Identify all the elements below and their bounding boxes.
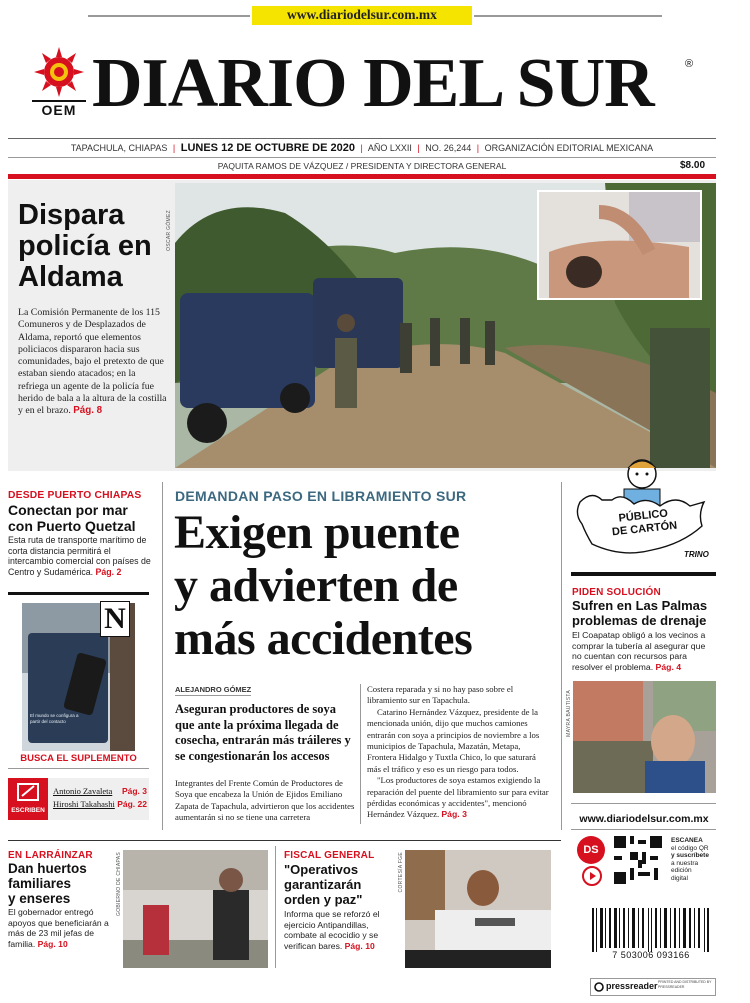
palmas-scene [573,681,716,793]
larrainzar-scene [123,850,268,968]
web-url-link[interactable]: www.diariodelsur.com.mx [579,813,709,825]
dateline-number: NO. 26,244 [425,143,472,153]
palmas-page-ref[interactable]: Pág. 4 [655,662,682,673]
larrainzar-headline[interactable]: Dan huertos familiares y enseres [8,861,87,906]
cartoon-title: PÚBLICO DE CARTÓN [611,507,678,539]
pressreader-fine-print: PRINTED AND DISTRIBUTED BY PRESSREADER [658,980,712,989]
larrainzar-kicker: EN LARRÁINZAR [8,850,93,861]
main-kicker: DEMANDAN PASO EN LIBRAMIENTO SUR [175,488,467,504]
escriben-badge [8,778,48,820]
web-rule [571,829,716,830]
main-page-ref[interactable]: Pág. 3 [441,809,467,820]
top-rule-left [88,15,250,17]
main-body-col1: Integrantes del Frente Común de Productores de Soya que encabeza la Unión de Ejidos Emiliano Zapata de Tapachula, advirtieron que los accidentes aumentarán si no se tiene una carretera [175,778,355,823]
lead-inset-photo [537,190,702,300]
oem-logo [30,44,88,118]
palmas-body: El Coapatap obligó a los vecinos a comprar la tubería al asegurar que no cuentan con recursos para resolver el problema. Pág. 4 [572,630,706,673]
cartoon [572,454,712,570]
escriben-row-1[interactable]: Antonio Zavaleta Pág. 3 [53,786,147,796]
puerto-body: Esta ruta de transporte marítimo de corta distancia permitirá el intercambio comercial con países de Centro y Sudamérica. Pág. 2 [8,535,151,578]
dateline-date: LUNES 12 DE OCTUBRE DE 2020 [180,142,355,154]
main-byline: ALEJANDRO GÓMEZ [175,685,252,694]
masthead-red-band [8,174,716,179]
cartoon-signature: TRINO [684,550,709,559]
dateline-org: ORGANIZACIÓN EDITORIAL MEXICANA [484,143,654,153]
palmas-bottom-rule [571,803,716,804]
larrainzar-photo [123,850,268,968]
barcode-number: 7 503006 093166 [612,950,690,960]
lead-page-ref[interactable]: Pág. 8 [73,405,103,417]
puerto-kicker: DESDE PUERTO CHIAPAS [8,490,142,501]
barcode [586,908,716,960]
pressreader-bar [590,978,716,996]
divider-left [162,482,163,830]
larrainzar-page-ref[interactable]: Pág. 10 [37,938,68,949]
top-rule-right [474,15,662,17]
fiscal-photo-credit: CORTESÍA FGE [398,852,404,893]
main-body-col2: Costera reparada y si no hay paso sobre el libramiento sur en Tapachula. Catarino Hernández Vázquez, presidente de la mencionada unión, dijo que muchos camiones entrarán con soya a principios de noviembre a los municipios de Tapachula, Mazatán, Metapa, Frontera Hidalgo y Tuxtla Chico, lo que saturará más el tráfico y eso es un riesgo para todos. "Los productores de soya estamos exigiendo la reparación del puente del libramiento sur para evitar pérdidas económicas y accidentes", mencionó Hernández Vázquez. Pág. 3 [367,684,549,820]
play-triangle-icon [584,868,600,884]
escriben-row-2[interactable]: Hiroshi Takahashi Pág. 22 [53,799,147,809]
escriben-label: ESCRIBEN [11,807,45,814]
supplement-label[interactable]: BUSCA EL SUPLEMENTO [20,753,137,764]
pressreader-icon [594,982,604,992]
main-col-divider [360,684,361,824]
dateline-city: TAPACHULA, CHIAPAS [70,143,168,153]
fiscal-body: Informa que se reforzó el ejercicio Antipandillas, combate al ecocidio y se verifican bares. Pág. 10 [284,909,380,951]
inset-photo-scene [539,192,700,298]
fiscal-scene [405,850,551,968]
ds-logo[interactable]: DS [577,836,605,864]
palmas-photo [573,681,716,793]
larrainzar-photo-credit: GOBIERNO DE CHIAPAS [116,852,122,916]
main-headline[interactable]: Exigen puente y advierten de más accidentes [174,506,473,665]
masthead-dateline: TAPACHULA, CHIAPAS | LUNES 12 DE OCTUBRE DE 2020 | AÑO LXXII | NO. 26,244 | ORGANIZACIÓN EDITORIAL MEXICANA [70,142,654,154]
play-icon[interactable] [582,866,602,886]
qr-code-icon[interactable] [614,836,662,884]
top-url-link[interactable]: www.diariodelsur.com.mx [287,7,437,22]
registered-mark: ® [685,58,694,70]
price: $8.00 [680,160,706,171]
supplement-tablet-text: El mundo se configura a partir del contacto [30,713,79,724]
palmas-photo-credit: MAYRA BAUTISTA [566,690,572,737]
pen-icon [8,778,48,808]
fiscal-headline[interactable]: "Operativos garantizarán orden y paz" [284,862,363,907]
lead-headline: Dispara policía en Aldama [18,199,152,293]
puerto-page-ref[interactable]: Pág. 2 [95,567,122,578]
bottom-row-rule [8,840,561,841]
masthead-rule-2 [8,157,716,158]
palmas-top-rule [571,572,716,576]
oem-logo-text: OEM [32,100,86,118]
dateline-year: AÑO LXXII [367,143,412,153]
palmas-kicker: PIDEN SOLUCIÓN [572,587,661,598]
lead-photo-credit: OSCAR GÓMEZ [166,210,172,251]
fiscal-kicker: FISCAL GENERAL [284,850,375,861]
masthead-rule-1 [8,138,716,139]
divider-bottom [275,846,276,968]
pressreader-label[interactable]: pressreader [606,981,658,991]
larrainzar-body: El gobernador entregó apoyos que beneficiarán a más de 23 mil jefas de familia. Pág. 10 [8,907,109,949]
barcode-icon [586,908,716,952]
supplement-rule [8,768,149,769]
masthead-title: DIARIO DEL SUR [92,45,654,122]
supplement-tab-letter: N [104,602,126,635]
puerto-headline[interactable]: Conectan por mar con Puerto Quetzal [8,502,136,534]
left-col-rule [8,592,149,595]
fiscal-photo [405,850,551,968]
lead-body: La Comisión Permanente de los 115 Comuneros y de Desplazados de Aldama, reportó que elementos policiacos dispararon hacia sus comunidades, bajo el pretexto de que estaban siendo atacados; en la refriega un agente de la policía fue herido de bala a la altura de la costilla y en el brazo. Pág. 8 [18,307,167,417]
director-line: PAQUITA RAMOS DE VÁZQUEZ / PRESIDENTA Y DIRECTORA GENERAL [217,161,507,171]
divider-right [561,482,562,830]
palmas-headline[interactable]: Sufren en Las Palmas problemas de drenaje [572,598,708,628]
fiscal-page-ref[interactable]: Pág. 10 [344,940,375,951]
main-deck: Aseguran productores de soya que ante la próxima llegada de cosecha, entrarán más tráileres y se congestionarán los accesos [175,702,351,763]
qr-instructions: ESCANEA el código QR y suscríbete a nuestra edición digital [671,837,709,882]
qr-pattern-icon [614,836,662,884]
